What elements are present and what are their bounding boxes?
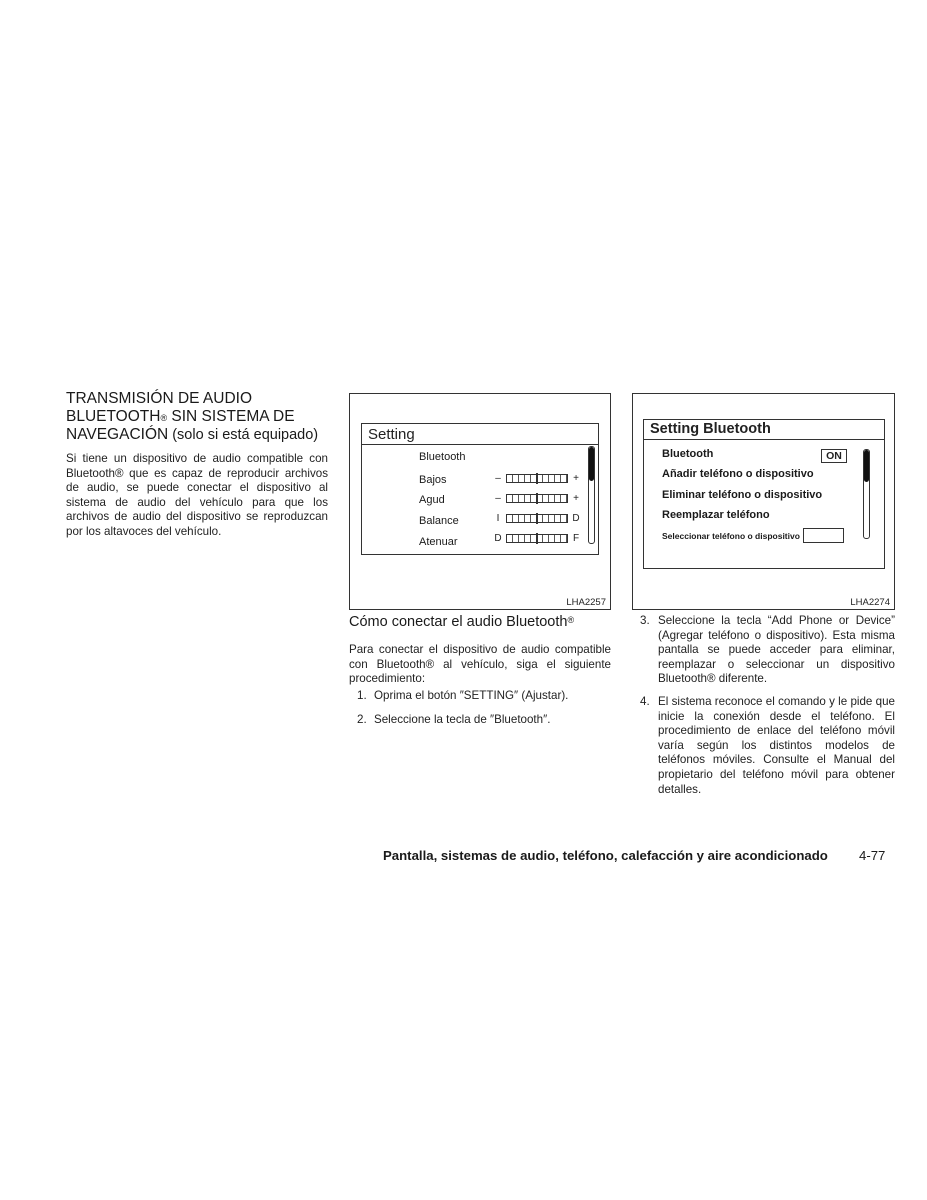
slider-track bbox=[506, 514, 568, 523]
step-number: 3. bbox=[640, 614, 650, 627]
menu-item-agud: Agud bbox=[419, 494, 445, 506]
scrollbar bbox=[863, 449, 870, 539]
page-number: 4-77 bbox=[859, 848, 886, 863]
bass-slider bbox=[493, 473, 581, 484]
menu-item-bluetooth: Bluetooth bbox=[419, 451, 466, 463]
step-number: 2. bbox=[357, 712, 367, 726]
registered-mark: ® bbox=[160, 413, 168, 423]
setting-bluetooth-screen bbox=[643, 419, 885, 569]
figure-setting-bluetooth bbox=[632, 393, 895, 610]
slider-min-label: – bbox=[495, 473, 501, 484]
registered-mark: ® bbox=[567, 615, 575, 625]
step-item bbox=[632, 614, 895, 687]
setting-bluetooth-title: Setting Bluetooth bbox=[644, 420, 884, 440]
slider-track bbox=[506, 474, 568, 483]
step-item bbox=[349, 713, 611, 728]
scrollbar-thumb bbox=[589, 447, 594, 481]
menu-item-delete-phone: Eliminar teléfono o dispositivo bbox=[662, 489, 823, 501]
slider-min-label: – bbox=[495, 493, 501, 504]
steps-list-2 bbox=[632, 614, 895, 805]
menu-item-replace-phone: Reemplazar teléfono bbox=[662, 509, 770, 521]
menu-item-select-phone: Seleccionar teléfono o dispositivo bbox=[662, 531, 800, 541]
slider-max-label: D bbox=[572, 513, 580, 524]
step-number: 4. bbox=[640, 694, 650, 708]
slider-max-label: + bbox=[573, 473, 579, 484]
menu-item-balance: Balance bbox=[419, 515, 459, 527]
scrollbar-thumb bbox=[864, 450, 869, 482]
step-item bbox=[632, 695, 895, 797]
section-title-note: (solo si está equipado) bbox=[168, 427, 319, 443]
step-text: El sistema reconoce el comando y le pide que inicie la conexión desde el teléfono. El procedimiento de enlace del teléfono móvil varía según los distintos modelos de teléfonos móviles. Consulte el Manual del propietario del teléfono móvil para obtener detalles. bbox=[658, 694, 895, 796]
fade-slider bbox=[493, 533, 581, 544]
section-title-line2-post: SIN SISTEMA DE bbox=[167, 408, 295, 425]
menu-item-bluetooth: Bluetooth bbox=[662, 448, 714, 460]
section-body: Si tiene un dispositivo de audio compatible con Bluetooth® que es capaz de reproducir archivos de audio, se puede conectar el dispositivo al sistema de audio del vehículo para que los archivos de audio del dispositivo se reproduzcan por los altavoces del vehículo. bbox=[66, 452, 328, 538]
step-item bbox=[349, 689, 611, 704]
chapter-footer: Pantalla, sistemas de audio, teléfono, calefacción y aire acondicionado bbox=[383, 848, 828, 863]
step-text: Seleccione la tecla de ″Bluetooth″. bbox=[374, 712, 551, 726]
figure-caption bbox=[349, 614, 574, 630]
slider-min-label: I bbox=[496, 513, 500, 524]
intro-paragraph: Para conectar el dispositivo de audio compatible con Bluetooth® al vehículo, siga el siguiente procedimiento: bbox=[349, 643, 611, 686]
menu-item-atenuar: Atenuar bbox=[419, 536, 458, 548]
slider-track bbox=[506, 494, 568, 503]
steps-list-1 bbox=[349, 689, 611, 736]
section-title-line3: NAVEGACIÓN bbox=[66, 426, 169, 443]
setting-screen-title: Setting bbox=[362, 424, 598, 445]
figure-label: LHA2274 bbox=[850, 597, 890, 608]
figure-setting bbox=[349, 393, 611, 610]
bluetooth-on-badge: ON bbox=[821, 449, 847, 463]
scrollbar bbox=[588, 446, 595, 544]
setting-screen bbox=[361, 423, 599, 555]
section-title-line2-pre: BLUETOOTH bbox=[66, 408, 161, 425]
step-text: Oprima el botón ″SETTING″ (Ajustar). bbox=[374, 689, 569, 702]
step-number: 1. bbox=[357, 689, 367, 702]
step-text: Seleccione la tecla “Add Phone or Device” (Agregar teléfono o dispositivo). Esta misma pantalla se puede acceder para eliminar, reemplazar o seleccionar un dispositivo Bluetooth® diferente. bbox=[658, 614, 895, 686]
menu-item-add-phone: Añadir teléfono o dispositivo bbox=[662, 468, 814, 480]
slider-track bbox=[506, 534, 568, 543]
select-phone-field bbox=[803, 528, 844, 543]
slider-min-label: D bbox=[494, 533, 502, 544]
slider-max-label: + bbox=[573, 493, 579, 504]
section-title-line1: TRANSMISIÓN DE AUDIO bbox=[66, 390, 253, 407]
slider-max-label: F bbox=[572, 533, 580, 544]
treble-slider bbox=[493, 493, 581, 504]
caption-text: Cómo conectar el audio Bluetooth bbox=[349, 614, 568, 630]
section-title bbox=[66, 390, 338, 444]
figure-label: LHA2257 bbox=[566, 597, 606, 608]
menu-item-bajos: Bajos bbox=[419, 474, 447, 486]
balance-slider bbox=[493, 513, 581, 524]
